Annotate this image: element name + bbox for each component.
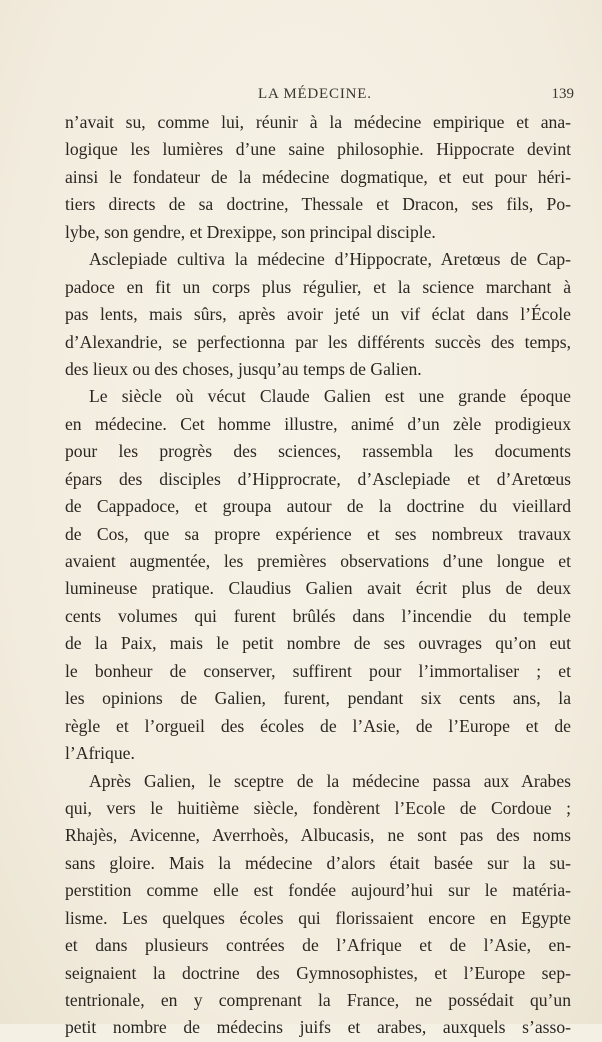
- text-line: l’Afrique.: [65, 743, 135, 764]
- text-line: ainsi le fondateur de la médecine dogmatique, et eut pour héri-: [65, 166, 571, 187]
- text-line: perstition comme elle est fondée aujourd’hui sur le matéria-: [65, 880, 571, 901]
- text-line: petit nombre de médecins juifs et arabes, auxquels s’asso-: [65, 1017, 571, 1038]
- text-line: padoce en fit un corps plus régulier, et la science marchant à: [65, 276, 571, 297]
- text-line: Asclepiade cultiva la médecine d’Hippocrate, Aretœus de Cap-: [89, 249, 571, 270]
- text-line: sans gloire. Mais la médecine d’alors était basée sur la su-: [65, 852, 571, 873]
- text-line: n’avait su, comme lui, réunir à la médecine empirique et ana-: [65, 112, 571, 132]
- running-title: LA MÉDECINE.: [258, 86, 372, 102]
- text-line: épars des disciples d’Hipprocrate, d’Asclepiade et d’Aretœus: [65, 468, 571, 489]
- text-line: de Cappadoce, et groupa autour de la doctrine du vieillard: [65, 496, 571, 517]
- text-line: tiers directs de sa doctrine, Thessale et Dracon, ses fils, Po-: [65, 194, 571, 215]
- text-line: d’Alexandrie, se perfectionna par les différents succès des temps,: [65, 331, 571, 352]
- text-line: logique les lumières d’une saine philosophie. Hippocrate devint: [65, 139, 571, 160]
- text-line: cents volumes qui furent brûlés dans l’incendie du temple: [65, 605, 571, 626]
- text-line: tentrionale, en y comprenant la France, ne possédait qu’un: [65, 990, 571, 1010]
- text-line: pas lents, mais sûrs, après avoir jeté un vif éclat dans l’École: [65, 304, 571, 325]
- text-line: qui, vers le huitième siècle, fondèrent l’Ecole de Cordoue ;: [65, 797, 571, 818]
- page-header: [0, 86, 602, 106]
- text-line: en médecine. Cet homme illustre, animé d’un zèle prodigieux: [65, 413, 571, 434]
- text-line: lumineuse pratique. Claudius Galien avait écrit plus de deux: [65, 578, 571, 599]
- text-line: lybe, son gendre, et Drexippe, son principal disciple.: [65, 221, 436, 242]
- text-line: règle et l’orgueil des écoles de l’Asie, de l’Europe et de: [65, 715, 571, 736]
- text-line: Après Galien, le sceptre de la médecine passa aux Arabes: [89, 770, 571, 791]
- text-line: avaient augmentée, les premières observations d’une longue et: [65, 551, 571, 571]
- text-line: les opinions de Galien, furent, pendant six cents ans, la: [65, 688, 571, 709]
- text-line: des lieux ou des choses, jusqu’au temps de Galien.: [65, 358, 422, 379]
- text-line: Le siècle où vécut Claude Galien est une grande époque: [89, 386, 571, 407]
- text-line: lisme. Les quelques écoles qui florissaient encore en Egypte: [65, 907, 571, 928]
- text-line: Rhajès, Avicenne, Averrhoès, Albucasis, ne sont pas des noms: [65, 825, 571, 846]
- text-line: de la Paix, mais le petit nombre de ses ouvrages qu’on eut: [65, 633, 571, 654]
- text-line: seignaient la doctrine des Gymnosophistes, et l’Europe sep-: [65, 962, 571, 983]
- text-line: et dans plusieurs contrées de l’Afrique et de l’Asie, en-: [65, 935, 571, 956]
- body-text: [65, 109, 571, 1042]
- text-line: le bonheur de conserver, suffirent pour l’immortaliser ; et: [65, 660, 571, 681]
- text-line: pour les progrès des sciences, rassembla les documents: [65, 441, 571, 462]
- text-line: de Cos, que sa propre expérience et ses nombreux travaux: [65, 523, 571, 544]
- page-number: 139: [551, 86, 574, 102]
